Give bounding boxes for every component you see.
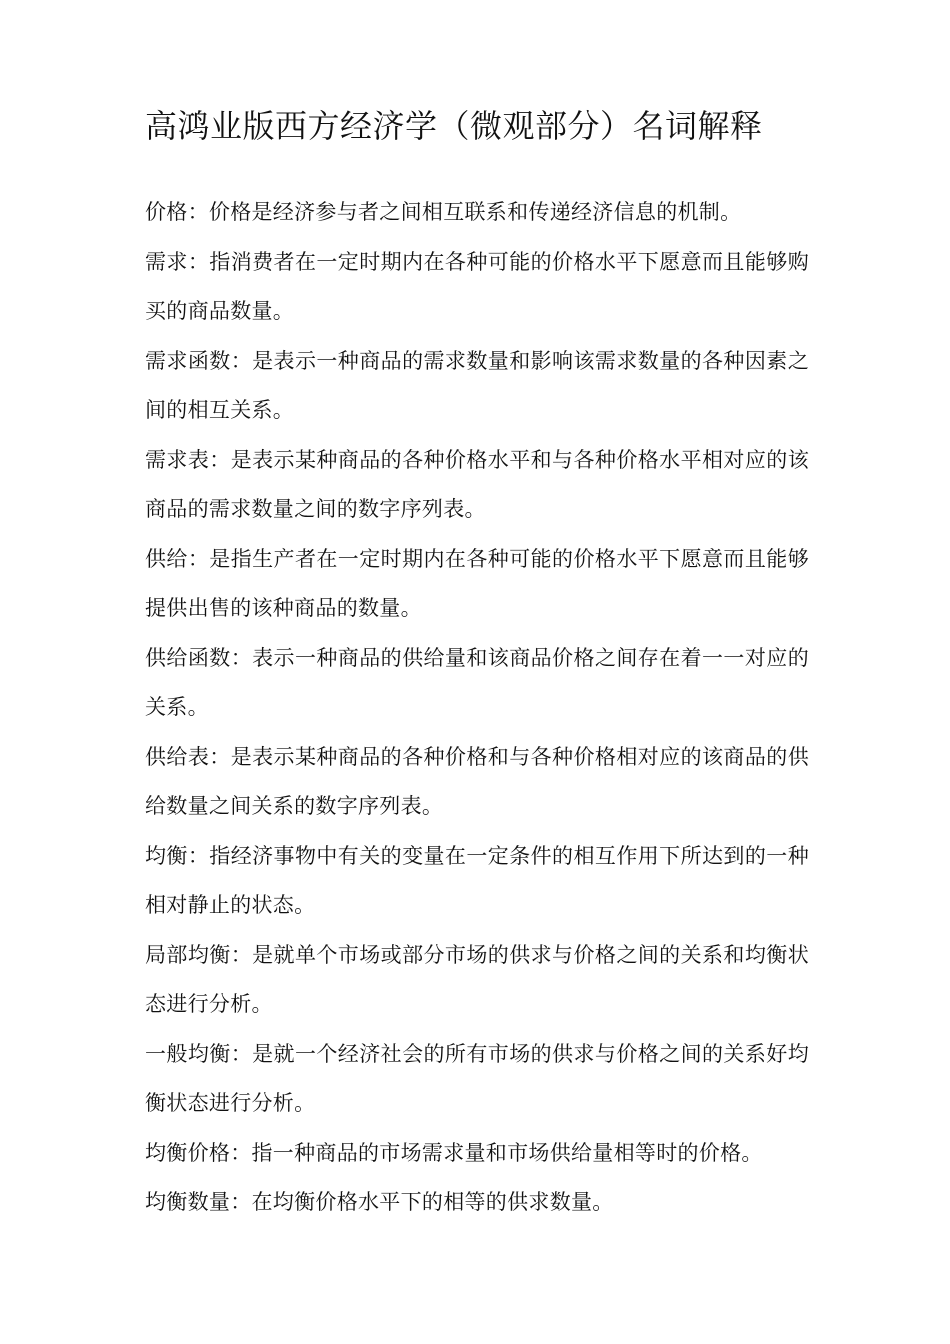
definition-entry: 均衡价格：指一种商品的市场需求量和市场供给量相等时的价格。 xyxy=(145,1140,763,1165)
definition-list xyxy=(145,188,809,1228)
document-title: 高鸿业版西方经济学（微观部分）名词解释 xyxy=(145,107,763,145)
definition-entry: 需求表：是表示某种商品的各种价格水平和与各种价格水平相对应的该商品的需求数量之间的数字序列表。 xyxy=(145,447,809,521)
definition-entry: 供给函数：表示一种商品的供给量和该商品价格之间存在着一一对应的关系。 xyxy=(145,645,809,719)
definition-entry: 供给：是指生产者在一定时期内在各种可能的价格水平下愿意而且能够提供出售的该种商品的数量。 xyxy=(145,546,809,620)
definition-entry: 需求：指消费者在一定时期内在各种可能的价格水平下愿意而且能够购买的商品数量。 xyxy=(145,249,809,323)
definition-entry: 均衡数量：在均衡价格水平下的相等的供求数量。 xyxy=(145,1190,614,1214)
definition-entry: 均衡：指经济事物中有关的变量在一定条件的相互作用下所达到的一种相对静止的状态。 xyxy=(145,843,809,917)
definition-entry: 需求函数：是表示一种商品的需求数量和影响该需求数量的各种因素之间的相互关系。 xyxy=(145,348,809,422)
definition-entry: 价格：价格是经济参与者之间相互联系和传递经济信息的机制。 xyxy=(145,200,742,224)
definition-entry: 供给表：是表示某种商品的各种价格和与各种价格相对应的该商品的供给数量之间关系的数字序列表。 xyxy=(145,744,809,818)
definition-entry: 一般均衡：是就一个经济社会的所有市场的供求与价格之间的关系好均衡状态进行分析。 xyxy=(145,1041,809,1115)
definition-entry: 局部均衡：是就单个市场或部分市场的供求与价格之间的关系和均衡状态进行分析。 xyxy=(145,942,809,1016)
